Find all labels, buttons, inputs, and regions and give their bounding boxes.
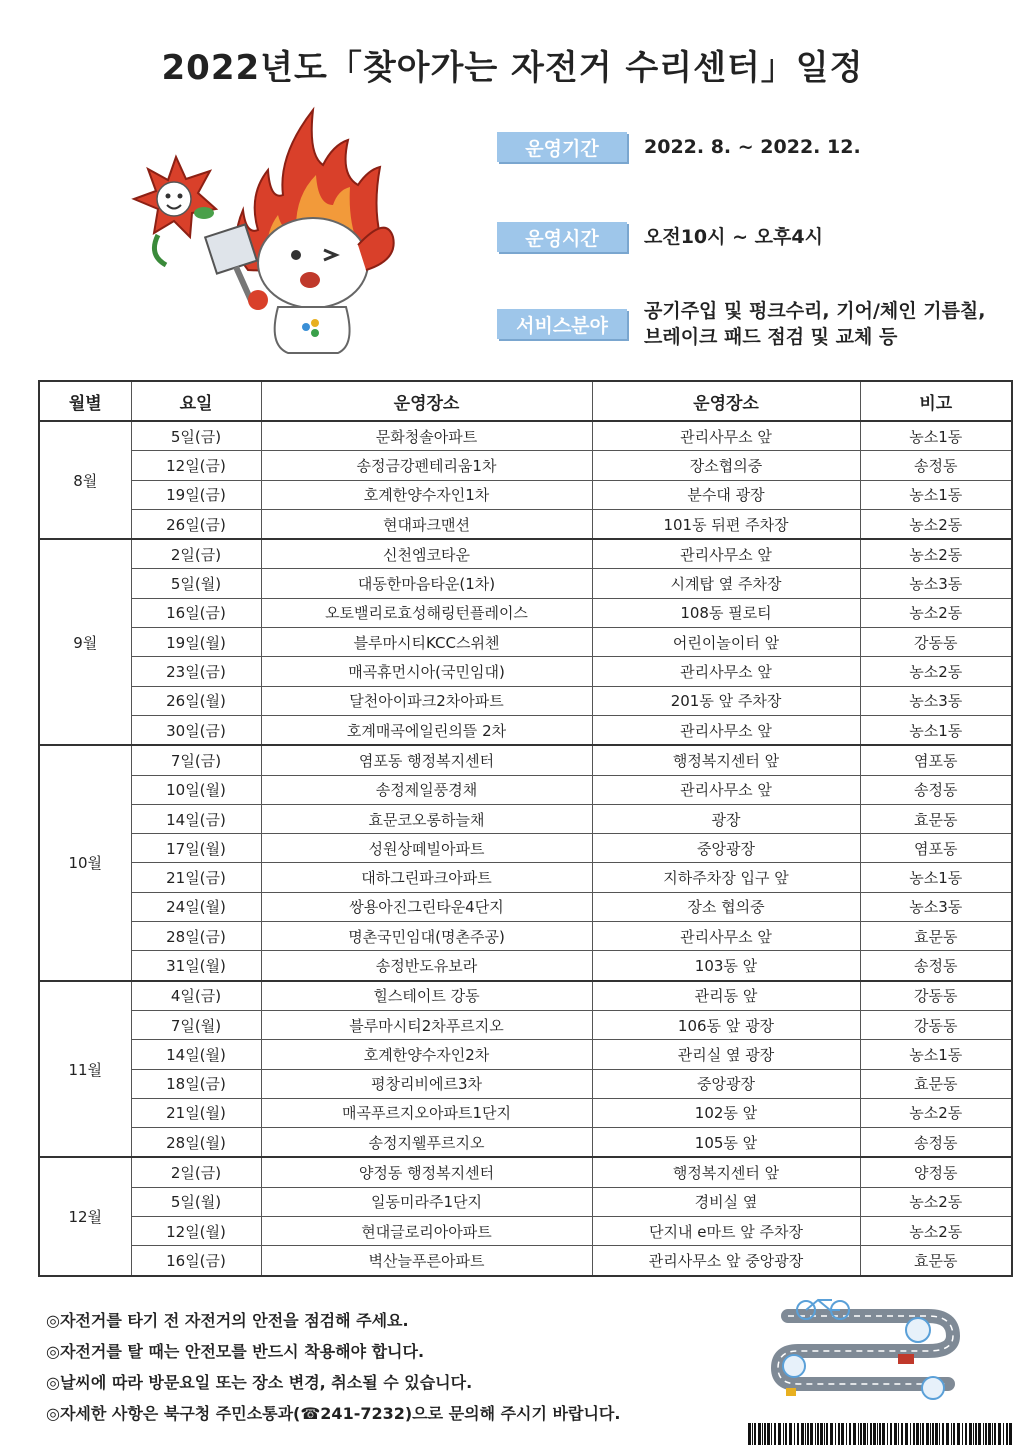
location-cell: 경비실 옆 <box>592 1187 860 1216</box>
location-cell: 101동 뒤편 주차장 <box>592 509 860 539</box>
note-cell: 농소1동 <box>860 421 1012 451</box>
note-cell: 농소3동 <box>860 892 1012 921</box>
day-cell: 17일(월) <box>131 834 261 863</box>
venue-cell: 송정반도유보라 <box>261 951 592 981</box>
info-hours-value: 오전10시 ~ 오후4시 <box>644 226 823 248</box>
note-cell: 송정동 <box>860 775 1012 804</box>
month-cell: 9월 <box>39 539 131 745</box>
note-cell: 효문동 <box>860 1246 1012 1276</box>
location-cell: 중앙광장 <box>592 834 860 863</box>
venue-cell: 오토밸리로효성해링턴플레이스 <box>261 598 592 627</box>
location-cell: 장소협의중 <box>592 451 860 480</box>
venue-cell: 매곡푸르지오아파트1단지 <box>261 1098 592 1127</box>
table-row <box>39 657 1012 686</box>
venue-cell: 달천아이파크2차아파트 <box>261 686 592 715</box>
bicycle-road-illustration <box>758 1296 968 1406</box>
venue-cell: 호계매곡에일린의뜰 2차 <box>261 715 592 745</box>
table-row <box>39 1157 1012 1187</box>
info-period-value: 2022. 8. ~ 2022. 12. <box>644 136 861 158</box>
header-venue: 운영장소 <box>261 381 592 421</box>
day-cell: 28일(금) <box>131 922 261 951</box>
location-cell: 광장 <box>592 804 860 833</box>
table-row <box>39 480 1012 509</box>
venue-cell: 현대글로리아아파트 <box>261 1217 592 1246</box>
venue-cell: 송정금강펜테리움1차 <box>261 451 592 480</box>
note-cell: 농소1동 <box>860 1040 1012 1069</box>
info-period <box>497 132 861 162</box>
day-cell: 14일(금) <box>131 804 261 833</box>
info-service-value: 공기주입 및 펑크수리, 기어/체인 기름칠, 브레이크 패드 점검 및 교체 등 <box>644 300 986 348</box>
note-cell: 농소3동 <box>860 569 1012 598</box>
note-item: ◎자세한 사항은 북구청 주민소통과(☎241-7232)으로 문의해 주시기 바랍니다. <box>46 1404 621 1423</box>
header-day: 요일 <box>131 381 261 421</box>
note-cell: 강동동 <box>860 981 1012 1011</box>
note-cell: 농소2동 <box>860 509 1012 539</box>
note-cell: 농소1동 <box>860 715 1012 745</box>
table-row <box>39 775 1012 804</box>
note-cell: 강동동 <box>860 628 1012 657</box>
location-cell: 중앙광장 <box>592 1069 860 1098</box>
note-cell: 농소3동 <box>860 686 1012 715</box>
venue-cell: 호계한양수자인2차 <box>261 1040 592 1069</box>
day-cell: 7일(월) <box>131 1010 261 1039</box>
location-cell: 관리사무소 앞 <box>592 657 860 686</box>
day-cell: 7일(금) <box>131 745 261 775</box>
day-cell: 28일(월) <box>131 1128 261 1158</box>
month-cell: 12월 <box>39 1157 131 1275</box>
notes <box>46 1305 620 1429</box>
venue-cell: 문화청솔아파트 <box>261 421 592 451</box>
day-cell: 5일(월) <box>131 569 261 598</box>
note-cell: 염포동 <box>860 745 1012 775</box>
table-row <box>39 951 1012 981</box>
table-row <box>39 1069 1012 1098</box>
note-cell: 농소2동 <box>860 1187 1012 1216</box>
location-cell: 106동 앞 광장 <box>592 1010 860 1039</box>
location-cell: 분수대 광장 <box>592 480 860 509</box>
location-cell: 어린이놀이터 앞 <box>592 628 860 657</box>
table-row <box>39 628 1012 657</box>
location-cell: 201동 앞 주차장 <box>592 686 860 715</box>
location-cell: 행정복지센터 앞 <box>592 1157 860 1187</box>
table-row <box>39 509 1012 539</box>
venue-cell: 평창리비에르3차 <box>261 1069 592 1098</box>
note-item: ◎자전거를 타기 전 자전거의 안전을 점검해 주세요. <box>46 1311 409 1330</box>
venue-cell: 양정동 행정복지센터 <box>261 1157 592 1187</box>
venue-cell: 염포동 행정복지센터 <box>261 745 592 775</box>
note-cell: 농소1동 <box>860 480 1012 509</box>
day-cell: 12일(금) <box>131 451 261 480</box>
header-location: 운영장소 <box>592 381 860 421</box>
schedule-body <box>39 421 1012 1276</box>
day-cell: 2일(금) <box>131 1157 261 1187</box>
venue-cell: 일동미라주1단지 <box>261 1187 592 1216</box>
day-cell: 10일(월) <box>131 775 261 804</box>
day-cell: 16일(금) <box>131 598 261 627</box>
schedule-table <box>38 380 1013 1277</box>
location-cell: 관리사무소 앞 <box>592 775 860 804</box>
venue-cell: 신천엠코타운 <box>261 539 592 569</box>
table-row <box>39 569 1012 598</box>
day-cell: 23일(금) <box>131 657 261 686</box>
venue-cell: 송정지웰푸르지오 <box>261 1128 592 1158</box>
page-title: 2022년도「찾아가는 자전거 수리센터」일정 <box>161 48 864 88</box>
day-cell: 21일(월) <box>131 1098 261 1127</box>
location-cell: 103동 앞 <box>592 951 860 981</box>
table-row <box>39 1040 1012 1069</box>
day-cell: 19일(월) <box>131 628 261 657</box>
venue-cell: 송정제일풍경채 <box>261 775 592 804</box>
table-row <box>39 745 1012 775</box>
day-cell: 18일(금) <box>131 1069 261 1098</box>
day-cell: 31일(월) <box>131 951 261 981</box>
venue-cell: 벽산늘푸른아파트 <box>261 1246 592 1276</box>
table-row <box>39 981 1012 1011</box>
venue-cell: 성원상떼빌아파트 <box>261 834 592 863</box>
day-cell: 16일(금) <box>131 1246 261 1276</box>
day-cell: 5일(월) <box>131 1187 261 1216</box>
table-row <box>39 539 1012 569</box>
info-hours <box>497 222 823 252</box>
flower-mascot-icon <box>134 157 216 265</box>
location-cell: 관리사무소 앞 <box>592 421 860 451</box>
note-cell: 강동동 <box>860 1010 1012 1039</box>
venue-cell: 쌍용아진그린타운4단지 <box>261 892 592 921</box>
day-cell: 26일(금) <box>131 509 261 539</box>
day-cell: 24일(월) <box>131 892 261 921</box>
location-cell: 시계탑 옆 주차장 <box>592 569 860 598</box>
location-cell: 관리실 옆 광장 <box>592 1040 860 1069</box>
note-cell: 농소2동 <box>860 539 1012 569</box>
location-cell: 관리동 앞 <box>592 981 860 1011</box>
table-row <box>39 804 1012 833</box>
table-row <box>39 1187 1012 1216</box>
info-period-label: 운영기간 <box>497 132 627 162</box>
note-cell: 농소1동 <box>860 863 1012 892</box>
day-cell: 30일(금) <box>131 715 261 745</box>
flame-mascot-icon <box>205 110 394 353</box>
location-cell: 관리사무소 앞 <box>592 539 860 569</box>
note-cell: 효문동 <box>860 922 1012 951</box>
table-row <box>39 686 1012 715</box>
location-cell: 관리사무소 앞 중앙광장 <box>592 1246 860 1276</box>
venue-cell: 매곡휴먼시아(국민임대) <box>261 657 592 686</box>
venue-cell: 힐스테이트 강동 <box>261 981 592 1011</box>
note-cell: 양정동 <box>860 1157 1012 1187</box>
table-row <box>39 1246 1012 1276</box>
month-cell: 11월 <box>39 981 131 1158</box>
table-row <box>39 1098 1012 1127</box>
info-hours-label: 운영시간 <box>497 222 627 252</box>
table-row <box>39 715 1012 745</box>
month-cell: 8월 <box>39 421 131 539</box>
location-cell: 관리사무소 앞 <box>592 715 860 745</box>
day-cell: 4일(금) <box>131 981 261 1011</box>
header-note: 비고 <box>860 381 1012 421</box>
venue-cell: 효문코오롱하늘채 <box>261 804 592 833</box>
barcode-icon <box>748 1423 1016 1445</box>
day-cell: 21일(금) <box>131 863 261 892</box>
location-cell: 단지내 e마트 앞 주차장 <box>592 1217 860 1246</box>
table-row <box>39 421 1012 451</box>
note-cell: 송정동 <box>860 1128 1012 1158</box>
info-service <box>497 298 986 350</box>
table-row <box>39 1010 1012 1039</box>
month-cell: 10월 <box>39 745 131 980</box>
note-cell: 효문동 <box>860 1069 1012 1098</box>
note-cell: 염포동 <box>860 834 1012 863</box>
table-row <box>39 598 1012 627</box>
note-item: ◎자전거를 탈 때는 안전모를 반드시 착용해야 합니다. <box>46 1342 425 1361</box>
venue-cell: 명촌국민임대(명촌주공) <box>261 922 592 951</box>
table-row <box>39 863 1012 892</box>
note-cell: 송정동 <box>860 951 1012 981</box>
location-cell: 108동 필로티 <box>592 598 860 627</box>
day-cell: 5일(금) <box>131 421 261 451</box>
day-cell: 14일(월) <box>131 1040 261 1069</box>
table-row <box>39 1128 1012 1158</box>
header-month: 월별 <box>39 381 131 421</box>
table-row <box>39 834 1012 863</box>
venue-cell: 블루마시티2차푸르지오 <box>261 1010 592 1039</box>
day-cell: 19일(금) <box>131 480 261 509</box>
location-cell: 장소 협의중 <box>592 892 860 921</box>
note-cell: 농소2동 <box>860 657 1012 686</box>
location-cell: 관리사무소 앞 <box>592 922 860 951</box>
mascot-illustration <box>118 95 418 360</box>
table-row <box>39 1217 1012 1246</box>
day-cell: 2일(금) <box>131 539 261 569</box>
location-cell: 행정복지센터 앞 <box>592 745 860 775</box>
info-service-label: 서비스분야 <box>497 309 627 339</box>
table-row <box>39 451 1012 480</box>
venue-cell: 대하그린파크아파트 <box>261 863 592 892</box>
venue-cell: 블루마시티KCC스위첸 <box>261 628 592 657</box>
location-cell: 102동 앞 <box>592 1098 860 1127</box>
table-row <box>39 892 1012 921</box>
venue-cell: 호계한양수자인1차 <box>261 480 592 509</box>
location-cell: 지하주차장 입구 앞 <box>592 863 860 892</box>
note-item: ◎날씨에 따라 방문요일 또는 장소 변경, 취소될 수 있습니다. <box>46 1373 473 1392</box>
table-row <box>39 922 1012 951</box>
day-cell: 26일(월) <box>131 686 261 715</box>
day-cell: 12일(월) <box>131 1217 261 1246</box>
note-cell: 효문동 <box>860 804 1012 833</box>
venue-cell: 현대파크맨션 <box>261 509 592 539</box>
note-cell: 송정동 <box>860 451 1012 480</box>
table-header-row <box>39 381 1012 421</box>
note-cell: 농소2동 <box>860 1217 1012 1246</box>
location-cell: 105동 앞 <box>592 1128 860 1158</box>
venue-cell: 대동한마음타운(1차) <box>261 569 592 598</box>
note-cell: 농소2동 <box>860 1098 1012 1127</box>
note-cell: 농소2동 <box>860 598 1012 627</box>
